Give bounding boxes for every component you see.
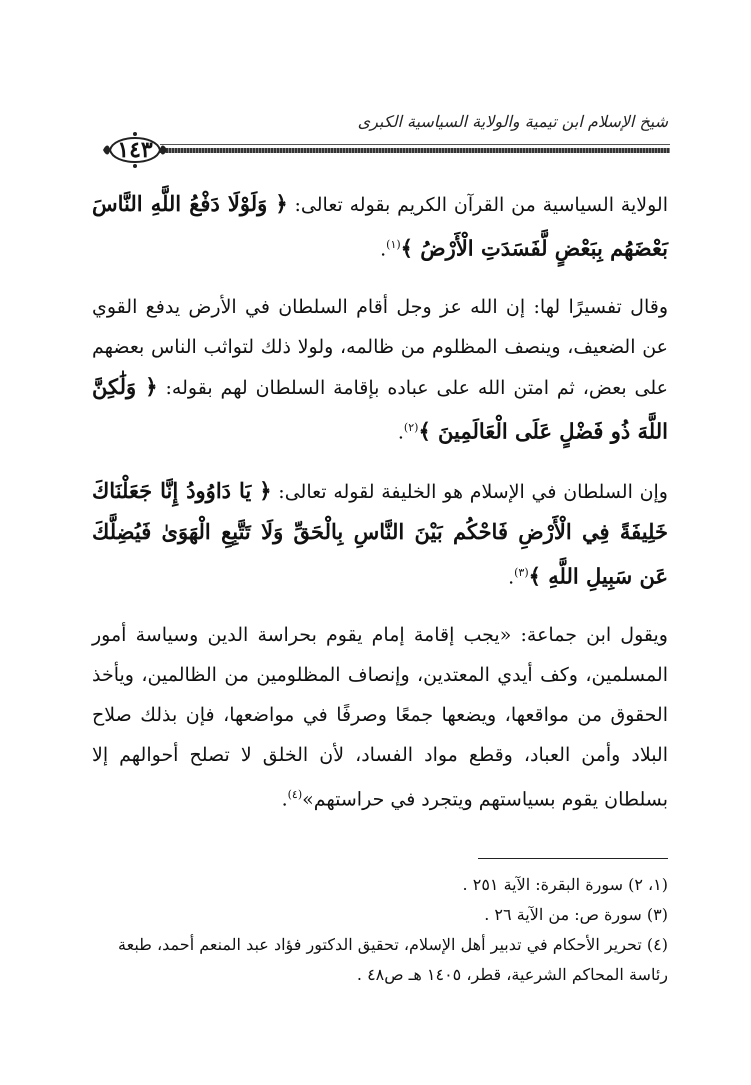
paragraph-4 bbox=[92, 615, 668, 819]
page-number: ١٤٣ bbox=[117, 137, 153, 163]
paragraph-3-end: . bbox=[508, 565, 515, 588]
quran-verse-3: ﴿ يَا دَاوُودُ إِنَّا جَعَلْنَاكَ خَلِيفَةً فِي الْأَرْضِ فَاحْكُم بَيْنَ النَّاسِ بِالْحَقِّ وَلَا تَتَّبِعِ الْهَوَىٰ فَيُضِلَّكَ عَن سَبِيلِ اللَّهِ ﴾ bbox=[92, 477, 668, 588]
paragraph-4-end: . bbox=[281, 788, 288, 811]
footnote-2: (٣) سورة ص: من الآية ٢٦ . bbox=[484, 905, 668, 924]
paragraph-4-text: ويقول ابن جماعة: «يجب إقامة إمام يقوم بحراسة الدين وسياسة أمور المسلمين، وكف أيدي المعتدين، وإنصاف المظلومين من الظالمين، ويأخذ الحقوق من مواقعها، ويضعها جمعًا وصرفًا في مواضعها، فإن بذلك صلاح البلاد وأمن العباد، وقطع مواد الفساد، لأن الخلق لا تصلح أحوالهم إلا بسلطان يقوم بسياستهم ويتجرد في حراستهم» bbox=[92, 623, 668, 811]
paragraph-1 bbox=[92, 184, 668, 269]
paragraph-2-text: وقال تفسيرًا لها: إن الله عز وجل أقام السلطان في الأرض يدفع القوي عن الضعيف، وينصف المظلوم من ظالمه، ولولا ذلك لتواثب الناس بعضهم على بعض، ثم امتن الله على عباده بإقامة السلطان لهم بقوله: bbox=[92, 296, 668, 400]
quran-verse-1: ﴿ وَلَوْلَا دَفْعُ اللَّهِ النَّاسَ بَعْضَهُم بِبَعْضٍ لَّفَسَدَتِ الْأَرْضُ ﴾ bbox=[92, 191, 668, 261]
paragraph-2-end: . bbox=[397, 421, 404, 444]
paragraph-3-intro: وإن السلطان في الإسلام هو الخليفة لقوله تعالى: bbox=[271, 480, 668, 503]
paragraph-1-end: . bbox=[380, 238, 387, 261]
header-decorative-rule bbox=[160, 148, 670, 153]
main-text bbox=[92, 184, 668, 837]
footnote-ref-4: (٤) bbox=[287, 787, 303, 801]
quran-verse-2: ﴿ وَلَٰكِنَّ اللَّهَ ذُو فَضْلٍ عَلَى الْعَالَمِينَ ﴾ bbox=[92, 374, 668, 444]
page-number-badge bbox=[100, 128, 170, 172]
paragraph-3 bbox=[92, 471, 668, 597]
running-header-title: شيخ الإسلام ابن تيمية والولاية السياسية الكبرى bbox=[357, 112, 668, 131]
footnotes bbox=[92, 870, 668, 990]
footnote-ref-1: (١) bbox=[386, 238, 401, 251]
header-thin-rule bbox=[160, 144, 670, 145]
footnote-3: (٤) تحرير الأحكام في تدبير أهل الإسلام، تحقيق الدكتور فؤاد عبد المنعم أحمد، طبعة رئاسة المحاكم الشرعية، قطر، ١٤٠٥ هـ ص٤٨ . bbox=[118, 935, 668, 984]
footnote-separator bbox=[478, 858, 668, 859]
footnote-1: (١، ٢) سورة البقرة: الآية ٢٥١ . bbox=[462, 875, 668, 894]
footnote-ref-2: (٢) bbox=[403, 421, 419, 435]
footnote-ref-3: (٣) bbox=[514, 565, 529, 579]
paragraph-2 bbox=[92, 287, 668, 452]
paragraph-1-intro: الولاية السياسية من القرآن الكريم بقوله تعالى: bbox=[287, 194, 668, 216]
